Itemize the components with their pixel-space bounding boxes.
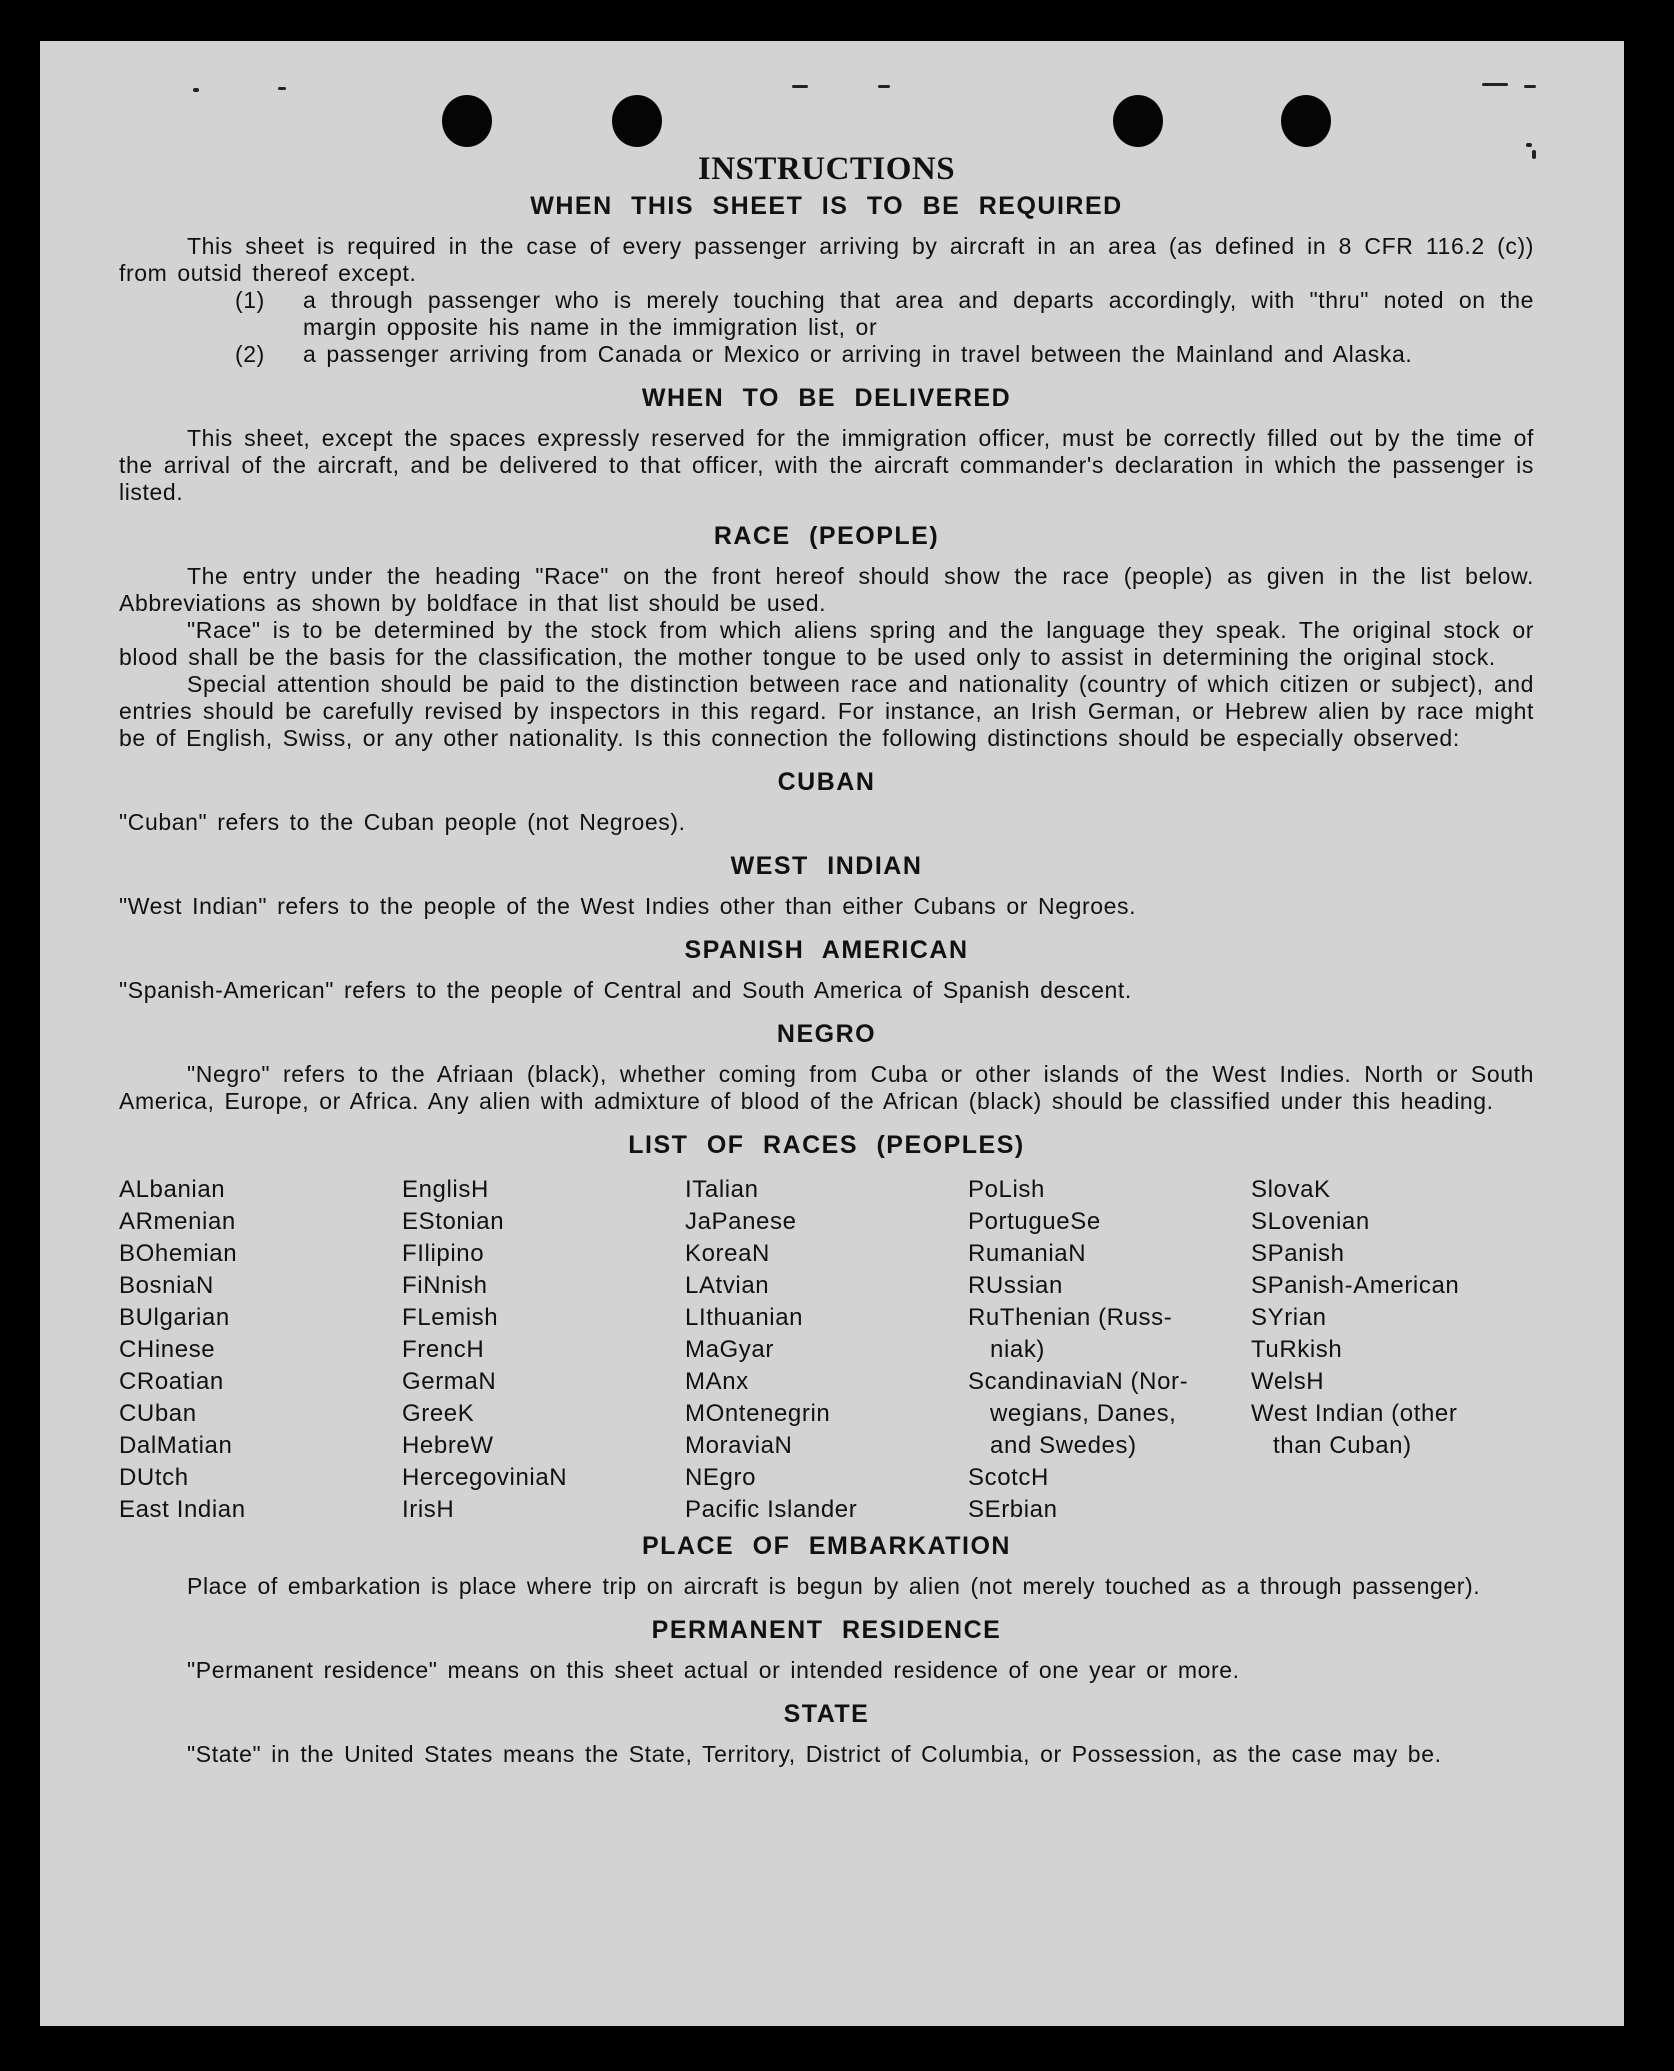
race-list-item: ITalian bbox=[685, 1176, 759, 1203]
paper-speck bbox=[193, 88, 199, 92]
race-list-item: MAnx bbox=[685, 1368, 749, 1395]
race-list-item: ScandinaviaN (Nor- bbox=[968, 1368, 1189, 1395]
race-list-item: LIthuanian bbox=[685, 1304, 804, 1331]
section-residence bbox=[119, 1616, 1534, 1684]
race-list-item: CUban bbox=[119, 1400, 197, 1427]
page-title: INSTRUCTIONS bbox=[697, 151, 956, 187]
heading-spanish-american: SPANISH AMERICAN bbox=[684, 936, 969, 964]
race-list-item: RumaniaN bbox=[968, 1240, 1087, 1267]
race-list-item: JaPanese bbox=[685, 1208, 797, 1235]
race-list-item: HebreW bbox=[402, 1432, 494, 1459]
race-list-item: niak) bbox=[990, 1336, 1046, 1363]
race-list-item: RUssian bbox=[968, 1272, 1063, 1299]
instruction-sheet bbox=[40, 41, 1624, 2026]
race-column bbox=[119, 1174, 402, 1526]
race-list-item: FLemish bbox=[402, 1304, 499, 1331]
delivered-text: This sheet, except the spaces expressly reserved for the immigration officer, must be correctly filled out by the time of the arrival of the aircraft, and be delivered to that officer, with the aircraft commander's declaration in which the passenger is listed. bbox=[119, 425, 1534, 505]
required-item-2 bbox=[119, 341, 1534, 368]
paper-speck bbox=[1526, 143, 1532, 147]
embarkation-text: Place of embarkation is place where trip on aircraft is begun by alien (not merely touched as a through passenger). bbox=[187, 1573, 1481, 1599]
race-list-item: ALbanian bbox=[119, 1176, 226, 1203]
west-indian-text: "West Indian" refers to the people of the West Indies other than either Cubans or Negroes. bbox=[119, 893, 1137, 919]
cuban-text: "Cuban" refers to the Cuban people (not Negroes). bbox=[119, 809, 686, 835]
race-list-item: SErbian bbox=[968, 1496, 1058, 1523]
item-number: (2) bbox=[235, 341, 265, 367]
residence-text: "Permanent residence" means on this sheet actual or intended residence of one year or more. bbox=[187, 1657, 1240, 1683]
race-list-item: SPanish bbox=[1251, 1240, 1345, 1267]
heading-residence: PERMANENT RESIDENCE bbox=[651, 1616, 1002, 1644]
item-number: (1) bbox=[235, 287, 265, 313]
section-west-indian bbox=[119, 852, 1534, 920]
race-paragraph-1: The entry under the heading "Race" on the front hereof should show the race (people) as given in the list below. Abbreviations as shown by boldface in that list should be used. bbox=[119, 563, 1534, 616]
section-list-of-races bbox=[119, 1131, 1534, 1526]
paper-speck bbox=[878, 85, 890, 88]
instructions-body bbox=[119, 151, 1534, 1784]
race-list-item: GermaN bbox=[402, 1368, 497, 1395]
state-text: "State" in the United States means the State, Territory, District of Columbia, or Possession, as the case may be. bbox=[187, 1741, 1442, 1767]
race-list-item: SlovaK bbox=[1251, 1176, 1331, 1203]
race-list bbox=[119, 1174, 1534, 1526]
heading-negro: NEGRO bbox=[776, 1020, 877, 1048]
heading-race: RACE (PEOPLE) bbox=[713, 522, 940, 550]
race-list-item: ScotcH bbox=[968, 1464, 1049, 1491]
required-intro: This sheet is required in the case of every passenger arriving by aircraft in an area (as defined in 8 CFR 116.2 (c)) from outsid thereof except. bbox=[119, 233, 1534, 286]
race-list-item: TuRkish bbox=[1251, 1336, 1343, 1363]
race-list-item: WelsH bbox=[1251, 1368, 1325, 1395]
race-list-item: PoLish bbox=[968, 1176, 1045, 1203]
item-text: a passenger arriving from Canada or Mexico or arriving in travel between the Mainland and Alaska. bbox=[303, 341, 1413, 367]
heading-embarkation: PLACE OF EMBARKATION bbox=[642, 1532, 1011, 1560]
race-column bbox=[685, 1174, 968, 1526]
race-column bbox=[968, 1174, 1251, 1526]
race-list-item: NEgro bbox=[685, 1464, 757, 1491]
race-list-item: BosniaN bbox=[119, 1272, 214, 1299]
punch-hole bbox=[612, 95, 662, 147]
race-list-item: ARmenian bbox=[119, 1208, 236, 1235]
punch-hole bbox=[442, 95, 492, 147]
race-list-item: EStonian bbox=[402, 1208, 505, 1235]
race-paragraph-3: Special attention should be paid to the distinction between race and nationality (country of which citizen or subject), and entries should be carefully revised by inspectors in this regard. For instance, an Irish German, or Hebrew alien by race might be of English, Swiss, or any other nationality. Is this connection the following distinctions should be especially observed: bbox=[119, 671, 1534, 751]
race-list-item: CHinese bbox=[119, 1336, 216, 1363]
race-list-item: FiNnish bbox=[402, 1272, 488, 1299]
race-list-item: HercegoviniaN bbox=[402, 1464, 568, 1491]
race-list-item: CRoatian bbox=[119, 1368, 224, 1395]
race-list-item: IrisH bbox=[402, 1496, 455, 1523]
spanish-american-text: "Spanish-American" refers to the people of Central and South America of Spanish descent. bbox=[119, 977, 1132, 1003]
race-list-item: wegians, Danes, bbox=[990, 1400, 1177, 1427]
heading-cuban: CUBAN bbox=[777, 768, 876, 796]
section-required bbox=[119, 192, 1534, 368]
race-list-item: DalMatian bbox=[119, 1432, 233, 1459]
heading-west-indian: WEST INDIAN bbox=[730, 852, 923, 880]
section-delivered bbox=[119, 384, 1534, 506]
item-text: a through passenger who is merely touching that area and departs accordingly, with "thru" noted on the margin opposite his name in the immigration list, or bbox=[303, 287, 1534, 340]
race-paragraph-2: "Race" is to be determined by the stock from which aliens spring and the language they speak. The original stock or blood shall be the basis for the classification, the mother tongue to be used only to assist in determining the original stock. bbox=[119, 617, 1534, 670]
section-spanish-american bbox=[119, 936, 1534, 1004]
punch-hole bbox=[1113, 95, 1163, 147]
race-list-item: FIlipino bbox=[402, 1240, 485, 1267]
race-list-item: MOntenegrin bbox=[685, 1400, 831, 1427]
race-list-item: FrencH bbox=[402, 1336, 485, 1363]
heading-when-delivered: WHEN TO BE DELIVERED bbox=[641, 384, 1012, 412]
race-list-item: Pacific Islander bbox=[685, 1496, 858, 1523]
section-cuban bbox=[119, 768, 1534, 836]
race-list-item: GreeK bbox=[402, 1400, 475, 1427]
race-list-item: SLovenian bbox=[1251, 1208, 1370, 1235]
race-list-item: LAtvian bbox=[685, 1272, 770, 1299]
race-list-item: than Cuban) bbox=[1273, 1432, 1412, 1459]
race-list-item: MaGyar bbox=[685, 1336, 774, 1363]
race-list-item: KoreaN bbox=[685, 1240, 770, 1267]
punch-hole bbox=[1281, 95, 1331, 147]
race-column bbox=[402, 1174, 685, 1526]
race-list-item: MoraviaN bbox=[685, 1432, 793, 1459]
section-embarkation bbox=[119, 1532, 1534, 1600]
race-list-item: SPanish-American bbox=[1251, 1272, 1460, 1299]
section-negro bbox=[119, 1020, 1534, 1115]
race-column bbox=[1251, 1174, 1534, 1526]
race-list-item: East Indian bbox=[119, 1496, 246, 1523]
race-list-item: DUtch bbox=[119, 1464, 189, 1491]
required-item-1 bbox=[119, 287, 1534, 341]
heading-state: STATE bbox=[783, 1700, 870, 1728]
paper-speck bbox=[792, 85, 808, 88]
heading-list-of-races: LIST OF RACES (PEOPLES) bbox=[628, 1131, 1025, 1159]
race-list-item: BUlgarian bbox=[119, 1304, 230, 1331]
negro-text: "Negro" refers to the Afriaan (black), whether coming from Cuba or other islands of the West Indies. North or South America, Europe, or Africa. Any alien with admixture of blood of the African (black) should be classified under this heading. bbox=[119, 1061, 1534, 1114]
heading-when-required: WHEN THIS SHEET IS TO BE REQUIRED bbox=[530, 192, 1123, 220]
race-list-item: SYrian bbox=[1251, 1304, 1327, 1331]
race-list-item: BOhemian bbox=[119, 1240, 238, 1267]
race-list-item: West Indian (other bbox=[1251, 1400, 1458, 1427]
section-state bbox=[119, 1700, 1534, 1768]
paper-speck bbox=[1524, 85, 1536, 88]
race-list-item: and Swedes) bbox=[990, 1432, 1137, 1459]
race-list-item: PortugueSe bbox=[968, 1208, 1101, 1235]
paper-speck bbox=[1482, 83, 1508, 86]
race-list-item: EnglisH bbox=[402, 1176, 489, 1203]
race-list-item: RuThenian (Russ- bbox=[968, 1304, 1173, 1331]
section-race bbox=[119, 522, 1534, 752]
paper-speck bbox=[278, 87, 286, 90]
